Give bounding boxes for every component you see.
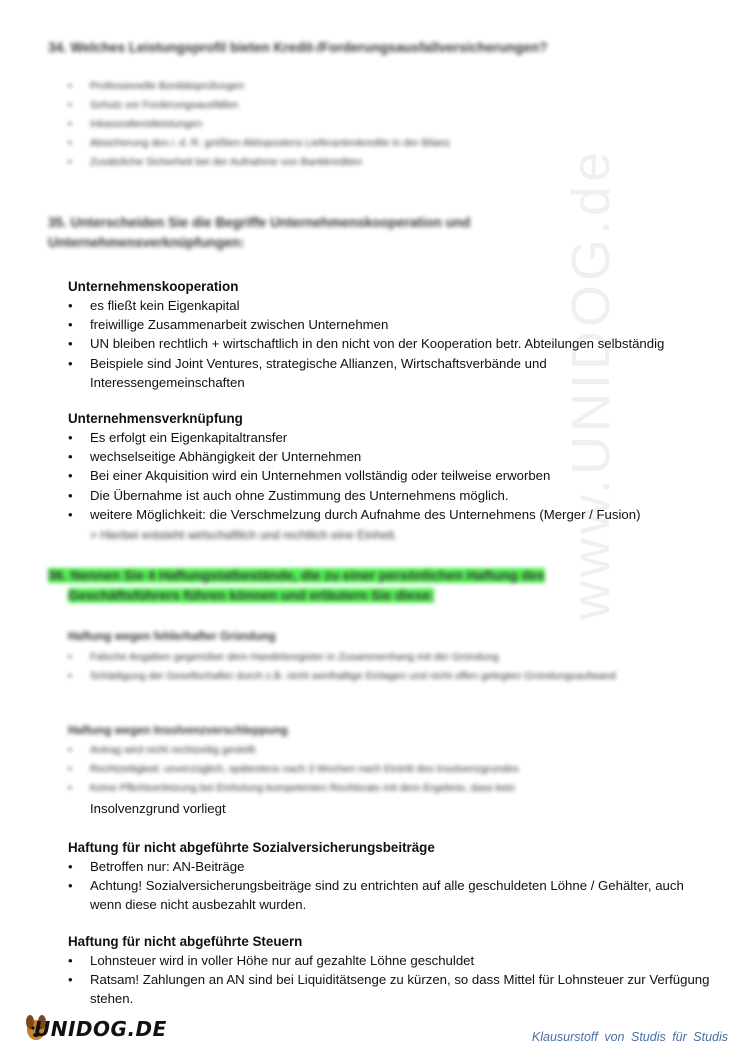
question-34-list xyxy=(68,77,718,172)
verknuepfung-heading: Unternehmensverknüpfung xyxy=(68,411,243,426)
question-36-title-line1: 36. Nennen Sie 4 Haftungstatbestände, die zu einer persönlichen Haftung des xyxy=(48,568,545,583)
kooperation-list xyxy=(68,296,718,392)
list-item: • Zusätzliche Sicherheit bei der Aufnahme von Bankkrediten xyxy=(68,153,718,172)
list-item: • Schädigung der Gesellschafter durch z.B. nicht werthaltige Einlagen und nicht offen gelegten Gründungsaufwand xyxy=(68,667,668,686)
haftung-insolvenz-heading: Haftung wegen Insolvenzverschleppung xyxy=(68,725,288,737)
haftung-steuern-heading: Haftung für nicht abgeführte Steuern xyxy=(68,934,303,949)
list-item: • Professionelle Bonitätsprüfungen xyxy=(68,77,718,96)
list-item: • es fließt kein Eigenkapital xyxy=(68,296,718,315)
haftung-sozialversicherung-list xyxy=(68,857,718,915)
list-item: • Betroffen nur: AN-Beiträge xyxy=(68,857,718,876)
question-36-title xyxy=(48,566,648,606)
question-34-title: 34. Welches Leistungsprofil bieten Kredit-/Forderungsausfallversicherungen? xyxy=(48,40,548,55)
question-36-title-line2: Geschäftsführers führen können und erläutern Sie diese: xyxy=(68,588,435,603)
list-item: • Bei einer Akquisition wird ein Unternehmen vollständig oder teilweise erworben xyxy=(68,466,718,485)
haftung-steuern-list xyxy=(68,951,718,1009)
list-item: • Die Übernahme ist auch ohne Zustimmung des Unternehmens möglich. xyxy=(68,486,718,505)
haftung-insolvenz-list xyxy=(68,741,688,798)
list-item: • wechselseitige Abhängigkeit der Unternehmen xyxy=(68,447,718,466)
list-item: • Inkassodienstleistungen xyxy=(68,115,718,134)
list-item: • weitere Möglichkeit: die Verschmelzung durch Aufnahme des Unternehmens (Merger / Fusion) xyxy=(68,505,718,524)
list-item: • Ratsam! Zahlungen an AN sind bei Liquiditätsenge zu kürzen, so dass Mittel für Lohnsteuer zur Verfügung stehen. xyxy=(68,970,710,1008)
list-item: • Es erfolgt ein Eigenkapitaltransfer xyxy=(68,428,718,447)
list-item: • Lohnsteuer wird in voller Höhe nur auf gezahlte Löhne geschuldet xyxy=(68,951,718,970)
list-item: • Rechtzeitigkeit: unverzüglich, spätestens nach 3 Wochen nach Eintritt des Insolvenzgrundes xyxy=(68,760,688,779)
footer-tagline: Klausurstoff von Studis für Studis xyxy=(531,1030,728,1044)
question-35-title: 35. Unterscheiden Sie die Begriffe Unternehmenskooperation und Unternehmensverknüpfungen: xyxy=(48,215,471,250)
watermark: www.UNIDOG.de xyxy=(561,147,621,620)
haftung-gruendung-list xyxy=(68,648,668,686)
list-item: • Achtung! Sozialversicherungsbeiträge sind zu entrichten auf alle geschuldeten Löhne / Gehälter, auch wenn diese nicht ausbezahlt wurden. xyxy=(68,876,710,914)
logo-text: UNIDOG.DE xyxy=(34,1017,167,1041)
verknuepfung-cutoff-line: > Hierbei entsteht wirtschaftlich und rechtlich eine Einheit. xyxy=(90,528,398,539)
list-item: • Schutz vor Forderungsausfällen xyxy=(68,96,718,115)
kooperation-heading: Unternehmenskooperation xyxy=(68,279,239,294)
verknuepfung-list xyxy=(68,428,718,524)
haftung-sozialversicherung-heading: Haftung für nicht abgeführte Sozialversicherungsbeiträge xyxy=(68,840,435,855)
list-item: • Antrag wird nicht rechtzeitig gestellt xyxy=(68,741,688,760)
list-item: • freiwillige Zusammenarbeit zwischen Unternehmen xyxy=(68,315,718,334)
haftung-gruendung-heading: Haftung wegen fehlerhafter Gründung xyxy=(68,631,276,643)
list-item: • UN bleiben rechtlich + wirtschaftlich in den nicht von der Kooperation betr. Abteilungen selbständig xyxy=(68,334,718,353)
list-item: • Falsche Angaben gegenüber dem Handelsregister in Zusammenhang mit der Gründung xyxy=(68,648,668,667)
list-item: • Absicherung des i. d. R. größten Aktivpostens Lieferantenkredite in der Bilanz xyxy=(68,134,718,153)
list-item: • Keine Pflichtverletzung bei Einholung kompetenten Rechtsrats mit dem Ergebnis, dass kein xyxy=(68,779,688,798)
haftung-insolvenz-tail: Insolvenzgrund vorliegt xyxy=(90,801,226,816)
list-item: • Beispiele sind Joint Ventures, strategische Allianzen, Wirtschaftsverbände und Interessengemeinschaften xyxy=(68,354,630,392)
